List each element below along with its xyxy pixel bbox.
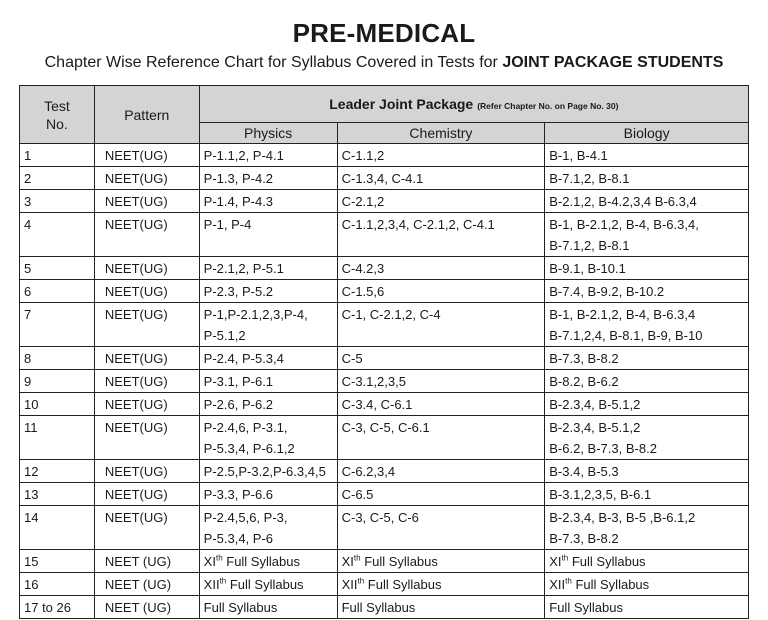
biology-line: B-1, B-2.1,2, B-4, B-6.3,4, [549, 217, 699, 232]
table-row [20, 280, 749, 303]
chemistry-line: C-1.3,4, C-4.1 [341, 171, 424, 186]
physics-line: XIIth Full Syllabus [203, 576, 304, 592]
biology-line: B-1, B-4.1 [549, 148, 608, 163]
test-number: 5 [20, 257, 95, 280]
biology-cell [545, 506, 749, 550]
test-number: 7 [20, 303, 95, 347]
biology-line: B-7.1,2, B-8.1 [549, 238, 630, 253]
chemistry-cell [337, 144, 545, 167]
physics-line: P-2.3, P-5.2 [203, 284, 274, 299]
biology-line: B-7.1,2, B-8.1 [549, 171, 630, 186]
subtitle-bold: JOINT PACKAGE STUDENTS [502, 54, 724, 71]
physics-line: P-2.6, P-6.2 [203, 397, 274, 412]
chemistry-cell [337, 573, 545, 596]
chemistry-line: C-6.5 [341, 487, 374, 502]
chemistry-cell [337, 190, 545, 213]
chemistry-line: C-1.5,6 [341, 284, 385, 299]
physics-cell [199, 483, 337, 506]
physics-line: P-1, P-4 [203, 217, 252, 232]
pattern-cell: NEET(UG) [94, 190, 199, 213]
biology-line: B-2.1,2, B-4.2,3,4 B-6.3,4 [549, 194, 697, 209]
test-number: 4 [20, 213, 95, 257]
biology-cell [545, 416, 749, 460]
physics-line: P-2.1,2, P-5.1 [203, 261, 284, 276]
pattern-cell: NEET(UG) [94, 483, 199, 506]
pattern-cell: NEET(UG) [94, 347, 199, 370]
physics-line: XIth Full Syllabus [203, 553, 300, 569]
table-row [20, 370, 749, 393]
chemistry-cell [337, 213, 545, 257]
chemistry-line: C-4.2,3 [341, 261, 385, 276]
biology-line: B-1, B-2.1,2, B-4, B-6.3,4 [549, 307, 696, 322]
ordinal-suffix: th [561, 553, 569, 563]
header-chemistry: Chemistry [337, 123, 545, 144]
header-package [199, 86, 748, 123]
biology-line: B-3.1,2,3,5, B-6.1 [549, 487, 652, 502]
header-test-no-label: Test No. [44, 97, 70, 132]
biology-line: B-7.3, B-8.2 [549, 531, 619, 546]
chemistry-cell [337, 550, 545, 573]
physics-cell [199, 460, 337, 483]
subtitle-text: Chapter Wise Reference Chart for Syllabus Covered in Tests for [44, 54, 503, 71]
test-number: 9 [20, 370, 95, 393]
pattern-cell: NEET(UG) [94, 393, 199, 416]
physics-line: P-2.4,5,6, P-3, [203, 510, 288, 525]
physics-line: Full Syllabus [203, 600, 278, 615]
biology-line: B-3.4, B-5.3 [549, 464, 619, 479]
test-number: 2 [20, 167, 95, 190]
chemistry-line: C-1, C-2.1,2, C-4 [341, 307, 441, 322]
table-row [20, 213, 749, 257]
chemistry-line: C-1.1,2,3,4, C-2.1,2, C-4.1 [341, 217, 495, 232]
physics-line: P-2.4, P-5.3,4 [203, 351, 284, 366]
pattern-cell: NEET(UG) [94, 167, 199, 190]
biology-cell [545, 257, 749, 280]
chemistry-line: C-6.2,3,4 [341, 464, 396, 479]
test-number: 17 to 26 [20, 596, 95, 619]
table-row [20, 483, 749, 506]
biology-line: B-6.2, B-7.3, B-8.2 [549, 441, 657, 456]
chemistry-line: C-5 [341, 351, 363, 366]
chemistry-cell [337, 303, 545, 347]
chemistry-line: XIth Full Syllabus [341, 553, 438, 569]
biology-cell [545, 190, 749, 213]
pattern-cell: NEET(UG) [94, 460, 199, 483]
chemistry-cell [337, 257, 545, 280]
chemistry-line: Full Syllabus [341, 600, 416, 615]
physics-cell [199, 370, 337, 393]
test-number: 8 [20, 347, 95, 370]
chemistry-cell [337, 506, 545, 550]
table-row [20, 506, 749, 550]
physics-line: P-2.4,6, P-3.1, [203, 420, 288, 435]
biology-cell [545, 550, 749, 573]
biology-cell [545, 303, 749, 347]
chemistry-cell [337, 596, 545, 619]
biology-cell [545, 460, 749, 483]
chemistry-cell [337, 460, 545, 483]
pattern-cell: NEET(UG) [94, 213, 199, 257]
chemistry-line: C-2.1,2 [341, 194, 385, 209]
biology-line: Full Syllabus [549, 600, 623, 615]
chemistry-line: C-3, C-5, C-6.1 [341, 420, 430, 435]
test-number: 3 [20, 190, 95, 213]
chemistry-line: C-3.4, C-6.1 [341, 397, 413, 412]
chemistry-line: C-3.1,2,3,5 [341, 374, 406, 389]
physics-cell [199, 550, 337, 573]
pattern-cell: NEET (UG) [94, 550, 199, 573]
physics-line: P-2.5,P-3.2,P-6.3,4,5 [203, 464, 326, 479]
table-row [20, 550, 749, 573]
chemistry-cell [337, 393, 545, 416]
test-number: 12 [20, 460, 95, 483]
table-row [20, 393, 749, 416]
package-title: Leader Joint Package [329, 96, 474, 112]
test-number: 6 [20, 280, 95, 303]
ordinal-suffix: th [215, 553, 223, 563]
physics-cell [199, 596, 337, 619]
physics-line: P-5.3,4, P-6.1,2 [203, 441, 295, 456]
biology-line: B-7.4, B-9.2, B-10.2 [549, 284, 665, 299]
biology-line: B-2.3,4, B-3, B-5 ,B-6.1,2 [549, 510, 696, 525]
biology-cell [545, 596, 749, 619]
physics-cell [199, 144, 337, 167]
header-physics: Physics [199, 123, 337, 144]
page-subtitle [0, 54, 768, 72]
page-title: PRE-MEDICAL [292, 18, 476, 48]
package-note: (Refer Chapter No. on Page No. 30) [477, 101, 619, 111]
biology-cell [545, 144, 749, 167]
chemistry-line: C-3, C-5, C-6 [341, 510, 419, 525]
biology-cell [545, 213, 749, 257]
pattern-cell: NEET(UG) [94, 416, 199, 460]
chemistry-cell [337, 280, 545, 303]
test-number: 1 [20, 144, 95, 167]
table-row [20, 347, 749, 370]
physics-line: P-3.1, P-6.1 [203, 374, 274, 389]
physics-line: P-3.3, P-6.6 [203, 487, 274, 502]
chemistry-cell [337, 347, 545, 370]
physics-cell [199, 416, 337, 460]
header-test-no [20, 86, 95, 144]
pattern-cell: NEET(UG) [94, 257, 199, 280]
physics-line: P-5.3,4, P-6 [203, 531, 274, 546]
biology-line: XIIth Full Syllabus [549, 576, 650, 592]
table-row [20, 257, 749, 280]
physics-line: P-1.4, P-4.3 [203, 194, 274, 209]
table-row [20, 144, 749, 167]
table-row [20, 303, 749, 347]
biology-line: B-9.1, B-10.1 [549, 261, 626, 276]
biology-line: B-2.3,4, B-5.1,2 [549, 397, 641, 412]
pattern-cell: NEET(UG) [94, 506, 199, 550]
ordinal-suffix: th [565, 576, 572, 586]
test-number: 11 [20, 416, 95, 460]
header-biology: Biology [545, 123, 749, 144]
biology-line: B-2.3,4, B-5.1,2 [549, 420, 641, 435]
table-row [20, 167, 749, 190]
physics-cell [199, 190, 337, 213]
chemistry-cell [337, 167, 545, 190]
test-number: 14 [20, 506, 95, 550]
biology-cell [545, 370, 749, 393]
pattern-cell: NEET(UG) [94, 303, 199, 347]
chemistry-line: C-1.1,2 [341, 148, 385, 163]
reference-chart-table [19, 85, 749, 619]
pattern-cell: NEET (UG) [94, 596, 199, 619]
biology-cell [545, 167, 749, 190]
biology-line: XIth Full Syllabus [549, 553, 646, 569]
test-number: 15 [20, 550, 95, 573]
biology-cell [545, 573, 749, 596]
biology-cell [545, 393, 749, 416]
physics-line: P-1.3, P-4.2 [203, 171, 274, 186]
physics-cell [199, 303, 337, 347]
pattern-cell: NEET(UG) [94, 144, 199, 167]
physics-cell [199, 506, 337, 550]
ordinal-suffix: th [353, 553, 361, 563]
table-row [20, 190, 749, 213]
ordinal-suffix: th [219, 576, 227, 586]
biology-cell [545, 347, 749, 370]
physics-cell [199, 573, 337, 596]
physics-line: P-1.1,2, P-4.1 [203, 148, 284, 163]
header-pattern: Pattern [94, 86, 199, 144]
biology-line: B-7.1,2,4, B-8.1, B-9, B-10 [549, 328, 703, 343]
chemistry-cell [337, 370, 545, 393]
physics-cell [199, 280, 337, 303]
physics-cell [199, 393, 337, 416]
table-row [20, 573, 749, 596]
physics-cell [199, 347, 337, 370]
table-row [20, 416, 749, 460]
biology-cell [545, 483, 749, 506]
biology-line: B-8.2, B-6.2 [549, 374, 619, 389]
test-number: 13 [20, 483, 95, 506]
pattern-cell: NEET(UG) [94, 370, 199, 393]
physics-line: P-1,P-2.1,2,3,P-4, [203, 307, 308, 322]
table-row [20, 596, 749, 619]
chemistry-line: XIIth Full Syllabus [341, 576, 442, 592]
test-number: 16 [20, 573, 95, 596]
pattern-cell: NEET(UG) [94, 280, 199, 303]
biology-cell [545, 280, 749, 303]
chemistry-cell [337, 483, 545, 506]
ordinal-suffix: th [357, 576, 365, 586]
physics-line: P-5.1,2 [203, 328, 246, 343]
physics-cell [199, 167, 337, 190]
table-row [20, 460, 749, 483]
biology-line: B-7.3, B-8.2 [549, 351, 619, 366]
physics-cell [199, 257, 337, 280]
physics-cell [199, 213, 337, 257]
chemistry-cell [337, 416, 545, 460]
pattern-cell: NEET (UG) [94, 573, 199, 596]
test-number: 10 [20, 393, 95, 416]
